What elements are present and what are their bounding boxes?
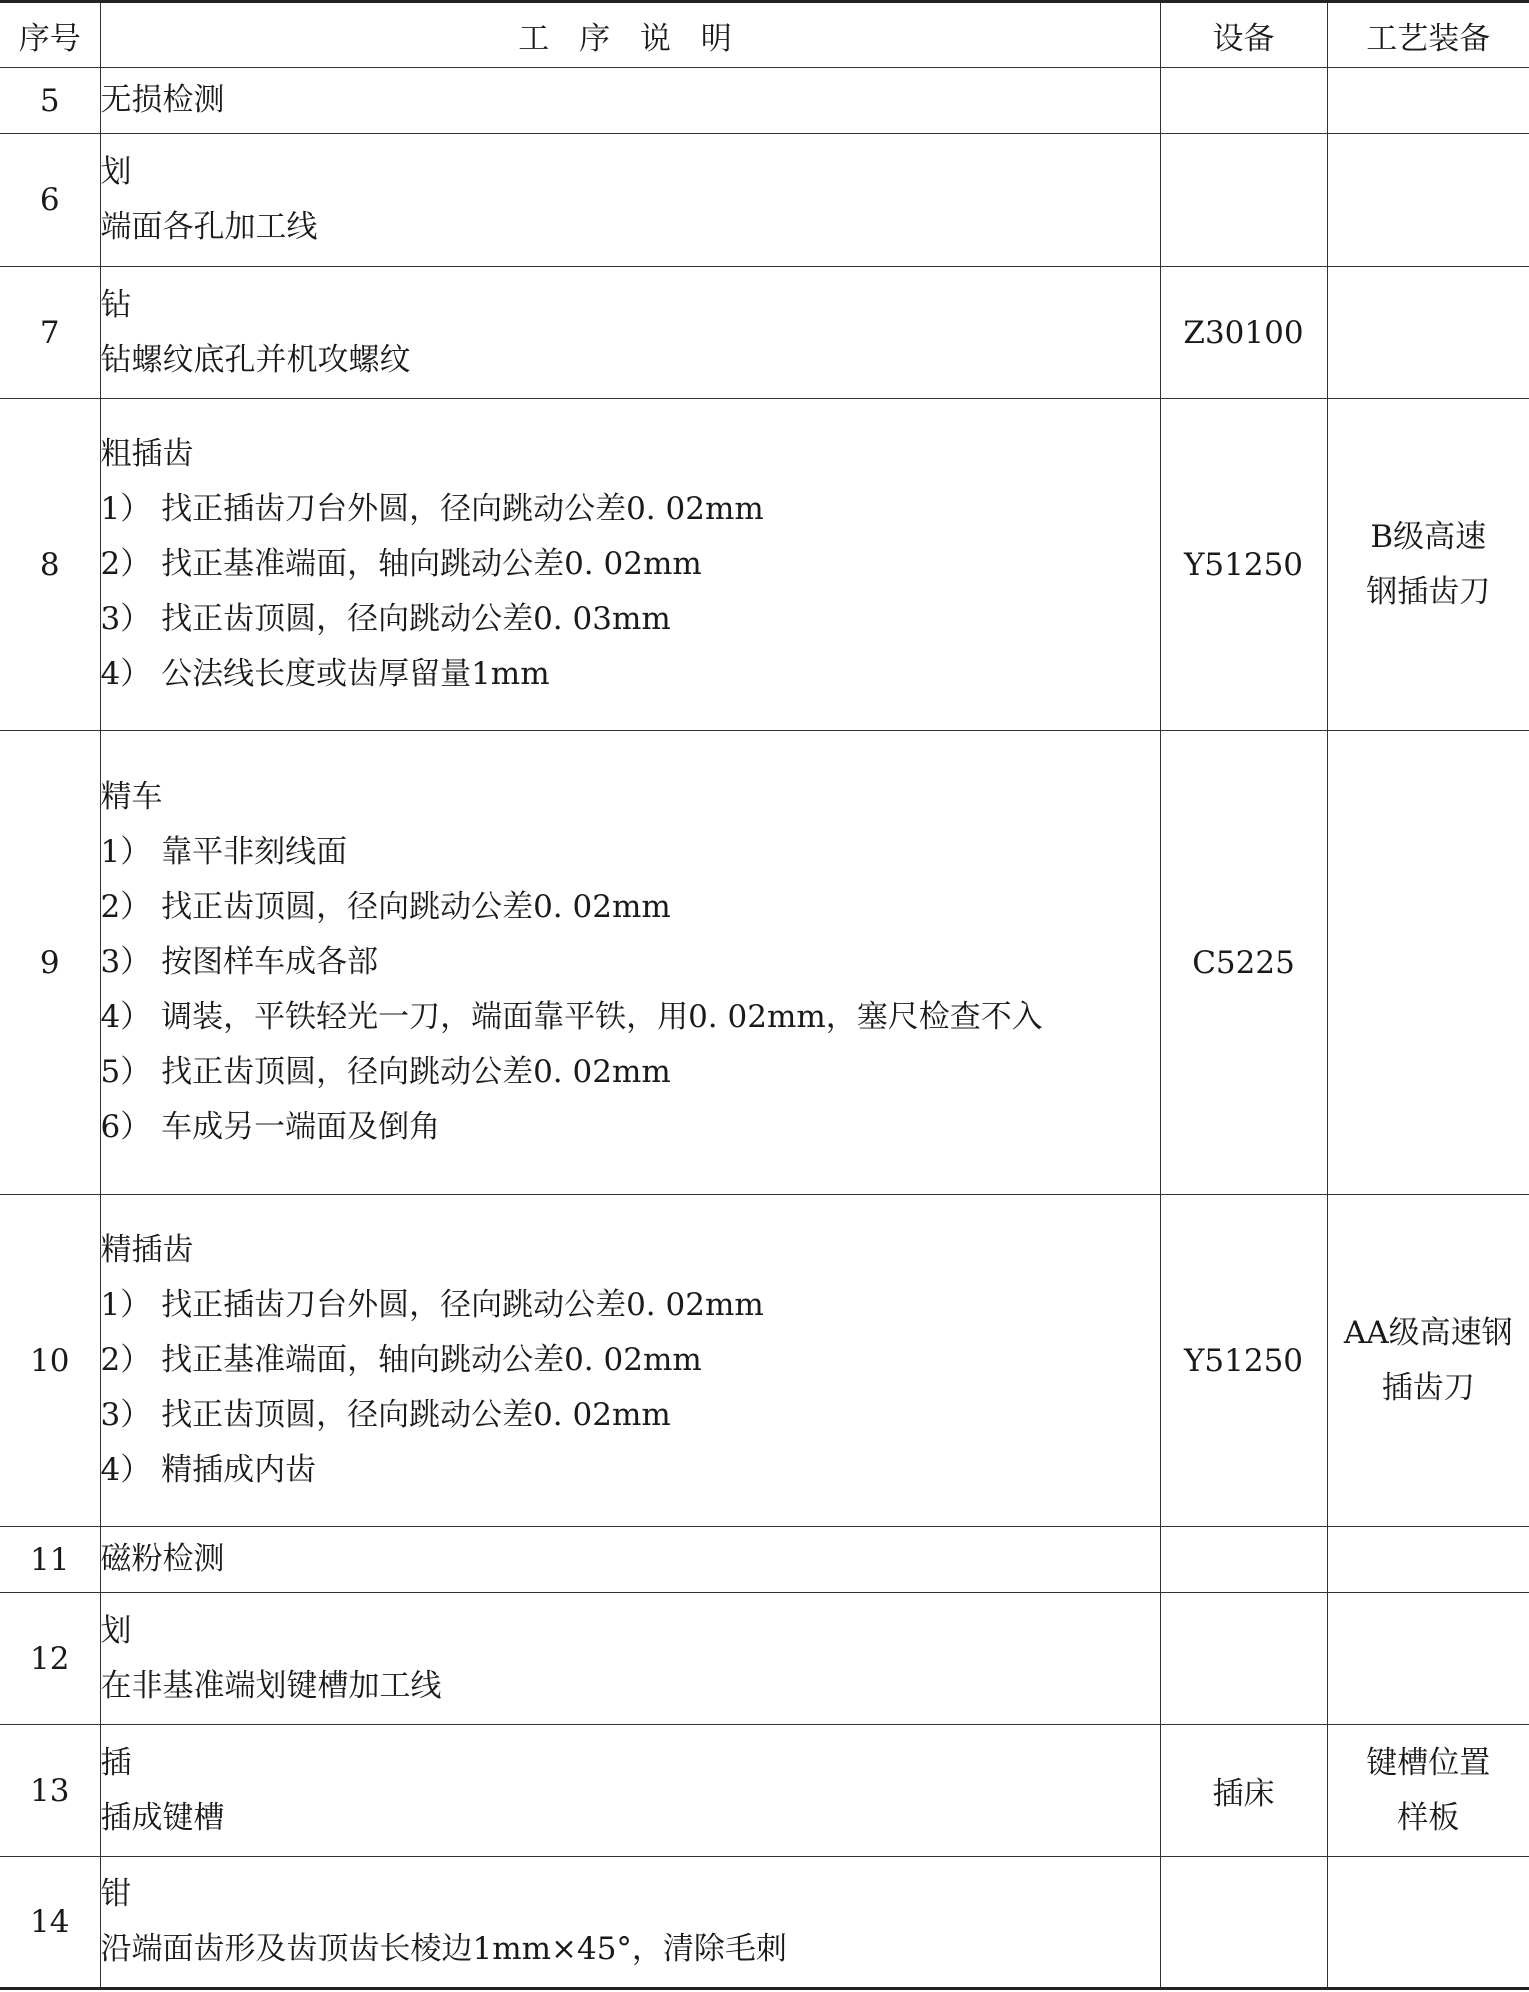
header-description: 工 序 说 明 (100, 2, 1160, 68)
table-row (0, 1195, 1529, 1527)
table-row (0, 68, 1529, 134)
table-row (0, 267, 1529, 399)
step-detail-line: 3） 找正齿顶圆，径向跳动公差0. 03mm (100, 601, 671, 637)
header-tooling: 工艺装备 (1327, 2, 1529, 68)
step-description (100, 68, 1160, 134)
step-detail-line: 沿端面齿形及齿顶齿长棱边1mm×45°，清除毛刺 (100, 1931, 787, 1967)
step-detail-line: 5） 找正齿顶圆，径向跳动公差0. 02mm (100, 1054, 671, 1090)
step-description (100, 1527, 1160, 1593)
step-description (100, 1857, 1160, 1989)
header-row (0, 2, 1529, 68)
step-number: 8 (0, 399, 100, 731)
step-description (100, 267, 1160, 399)
step-detail-line: 3） 找正齿顶圆，径向跳动公差0. 02mm (100, 1397, 671, 1433)
step-detail-line: 3） 按图样车成各部 (100, 944, 379, 980)
step-number: 12 (0, 1593, 100, 1725)
step-title: 划 (100, 1612, 132, 1649)
step-title: 精插齿 (100, 1232, 194, 1268)
step-title: 划 (100, 154, 132, 190)
step-detail-line: 2） 找正基准端面，轴向跳动公差0. 02mm (100, 546, 702, 582)
step-description (100, 399, 1160, 731)
step-number: 10 (0, 1195, 100, 1527)
step-tooling (1327, 267, 1529, 399)
tooling-line: 样板 (1397, 1799, 1460, 1836)
step-equipment (1160, 1527, 1327, 1593)
step-detail-line: 2） 找正齿顶圆，径向跳动公差0. 02mm (100, 889, 671, 925)
step-detail-line: 插成键槽 (100, 1799, 225, 1836)
step-detail-line: 6） 车成另一端面及倒角 (100, 1109, 441, 1145)
table-row (0, 1857, 1529, 1989)
step-number: 9 (0, 731, 100, 1195)
step-tooling (1327, 1195, 1529, 1527)
step-title: 插 (100, 1744, 132, 1781)
header-no: 序号 (0, 2, 100, 68)
step-tooling (1327, 1725, 1529, 1857)
header-equipment: 设备 (1160, 2, 1327, 68)
step-title: 粗插齿 (100, 436, 194, 472)
step-number: 7 (0, 267, 100, 399)
step-title: 精车 (100, 779, 163, 815)
step-tooling (1327, 399, 1529, 731)
step-title: 无损检测 (100, 82, 225, 118)
step-equipment: Z30100 (1160, 267, 1327, 399)
step-number: 13 (0, 1725, 100, 1857)
table-row (0, 1527, 1529, 1593)
step-description (100, 731, 1160, 1195)
tooling-line: 钢插齿刀 (1366, 573, 1491, 610)
step-title: 磁粉检测 (100, 1541, 225, 1577)
tooling-line: B级高速 (1370, 518, 1487, 555)
step-equipment (1160, 134, 1327, 267)
step-detail-line: 在非基准端划键槽加工线 (100, 1667, 442, 1704)
step-equipment: C5225 (1160, 731, 1327, 1195)
table-row (0, 134, 1529, 267)
step-equipment (1160, 1857, 1327, 1989)
step-detail-line: 4） 公法线长度或齿厚留量1mm (100, 656, 550, 692)
step-detail-line: 4） 精插成内齿 (100, 1452, 317, 1488)
step-tooling (1327, 1527, 1529, 1593)
step-description (100, 1725, 1160, 1857)
step-detail-line: 钻螺纹底孔并机攻螺纹 (100, 341, 411, 378)
step-tooling (1327, 731, 1529, 1195)
step-number: 14 (0, 1857, 100, 1989)
step-tooling (1327, 68, 1529, 134)
step-detail-line: 1） 找正插齿刀台外圆，径向跳动公差0. 02mm (100, 1287, 764, 1323)
table-row (0, 1725, 1529, 1857)
step-description (100, 1593, 1160, 1725)
step-equipment (1160, 1593, 1327, 1725)
step-tooling (1327, 134, 1529, 267)
step-description (100, 134, 1160, 267)
step-detail-line: 1） 找正插齿刀台外圆，径向跳动公差0. 02mm (100, 491, 764, 527)
step-equipment (1160, 68, 1327, 134)
step-number: 5 (0, 68, 100, 134)
table-row (0, 1593, 1529, 1725)
tooling-line: 插齿刀 (1381, 1369, 1475, 1406)
step-tooling (1327, 1857, 1529, 1989)
table-row (0, 399, 1529, 731)
step-detail-line: 1） 靠平非刻线面 (100, 834, 348, 870)
step-number: 11 (0, 1527, 100, 1593)
table-row (0, 731, 1529, 1195)
tooling-line: AA级高速钢 (1343, 1314, 1513, 1351)
step-title: 钳 (100, 1876, 132, 1912)
step-detail-line: 端面各孔加工线 (100, 209, 318, 245)
step-tooling (1327, 1593, 1529, 1725)
step-detail-line: 4） 调装，平铁轻光一刀，端面靠平铁，用0. 02mm，塞尺检查不入 (100, 999, 1043, 1035)
step-description (100, 1195, 1160, 1527)
tooling-line: 键槽位置 (1366, 1744, 1491, 1781)
step-equipment: Y51250 (1160, 399, 1327, 731)
step-title: 钻 (100, 286, 132, 323)
step-equipment: 插床 (1160, 1725, 1327, 1857)
step-detail-line: 2） 找正基准端面，轴向跳动公差0. 02mm (100, 1342, 702, 1378)
step-equipment: Y51250 (1160, 1195, 1327, 1527)
step-number: 6 (0, 134, 100, 267)
